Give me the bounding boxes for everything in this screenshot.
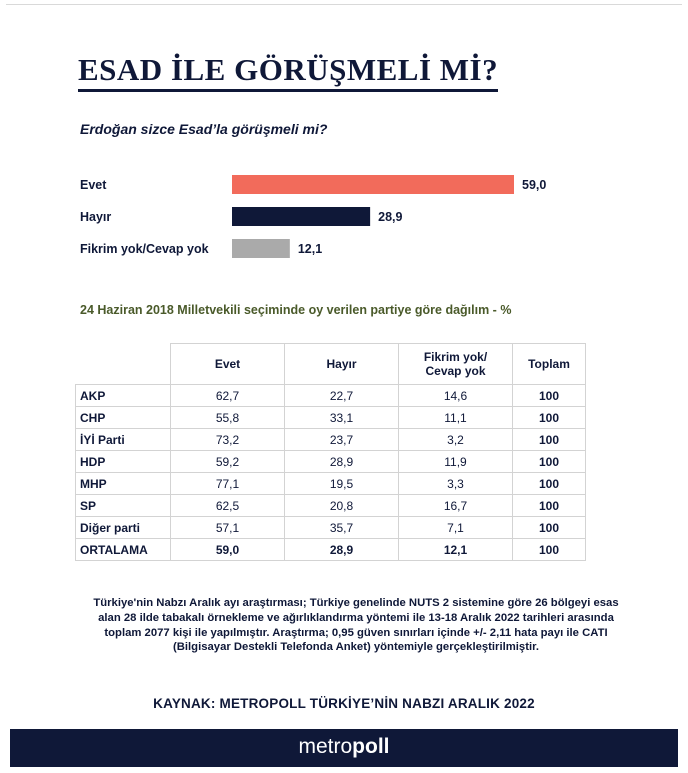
party-cell: AKP xyxy=(76,385,171,407)
table-row xyxy=(76,451,586,473)
page-title: ESAD İLE GÖRÜŞMELİ Mİ? xyxy=(78,52,498,92)
table-row xyxy=(76,495,586,517)
logo-part-poll: poll xyxy=(352,735,390,758)
bar-value-label: 28,9 xyxy=(378,210,403,224)
logo-part-metro: metro xyxy=(298,735,353,758)
evet-cell: 62,7 xyxy=(171,385,285,407)
hayir-cell: 28,9 xyxy=(285,539,399,561)
bar-category-label: Fikrim yok/Cevap yok xyxy=(80,242,209,256)
table-header-row xyxy=(76,344,586,385)
bar xyxy=(232,239,290,258)
fikrim-cell: 11,1 xyxy=(399,407,513,429)
table-row xyxy=(76,517,586,539)
toplam-cell: 100 xyxy=(513,473,586,495)
party-cell: HDP xyxy=(76,451,171,473)
table-subtitle: 24 Haziran 2018 Milletvekili seçiminde oy verilen partiye göre dağılım - % xyxy=(80,303,512,317)
header-fikrim: Fikrim yok/ Cevap yok xyxy=(399,344,513,385)
toplam-cell: 100 xyxy=(513,451,586,473)
toplam-cell: 100 xyxy=(513,385,586,407)
bar xyxy=(232,207,370,226)
bar-category-label: Evet xyxy=(80,178,107,192)
chart-question: Erdoğan sizce Esad’la görüşmeli mi? xyxy=(80,121,328,137)
hayir-cell: 35,7 xyxy=(285,517,399,539)
header-evet: Evet xyxy=(171,344,285,385)
fikrim-cell: 11,9 xyxy=(399,451,513,473)
fikrim-cell: 3,3 xyxy=(399,473,513,495)
hayir-cell: 22,7 xyxy=(285,385,399,407)
fikrim-cell: 16,7 xyxy=(399,495,513,517)
evet-cell: 62,5 xyxy=(171,495,285,517)
party-cell: ORTALAMA xyxy=(76,539,171,561)
table-corner xyxy=(76,344,171,385)
evet-cell: 55,8 xyxy=(171,407,285,429)
bar xyxy=(232,175,514,194)
table-row xyxy=(76,385,586,407)
bar-category-label: Hayır xyxy=(80,210,112,224)
bar-value-label: 59,0 xyxy=(522,178,547,192)
top-border xyxy=(6,4,682,5)
table-row xyxy=(76,473,586,495)
evet-cell: 57,1 xyxy=(171,517,285,539)
toplam-cell: 100 xyxy=(513,495,586,517)
header-hayir: Hayır xyxy=(285,344,399,385)
evet-cell: 59,2 xyxy=(171,451,285,473)
fikrim-cell: 7,1 xyxy=(399,517,513,539)
table-row xyxy=(76,539,586,561)
methodology-note: Türkiye'nin Nabzı Aralık ayı araştırması; Türkiye genelinde NUTS 2 sistemine göre 26 bölgeyi esas alan 28 ilde tabakalı örnekleme ve ağırlıklandırma yöntemi ile 13-18 Aralık 2022 tarihleri arasında toplam 2077 kişi ile yapılmıştır. Araştırma; 0,95 güven sınırları içinde +/- 2,11 hata payı ile CATI (Bilgisayar Destekli Telefonda Anket) yöntemiyle gerçekleştirilmiştir. xyxy=(93,597,619,654)
hayir-cell: 33,1 xyxy=(285,407,399,429)
hayir-cell: 28,9 xyxy=(285,451,399,473)
fikrim-cell: 14,6 xyxy=(399,385,513,407)
party-cell: CHP xyxy=(76,407,171,429)
hayir-cell: 19,5 xyxy=(285,473,399,495)
party-breakdown-table xyxy=(75,343,586,561)
hayir-cell: 23,7 xyxy=(285,429,399,451)
evet-cell: 77,1 xyxy=(171,473,285,495)
fikrim-cell: 3,2 xyxy=(399,429,513,451)
bar-value-label: 12,1 xyxy=(297,242,323,256)
fikrim-cell: 12,1 xyxy=(399,539,513,561)
source-line: KAYNAK: METROPOLL TÜRKİYE’NİN NABZI ARALIK 2022 xyxy=(153,696,535,711)
party-cell: SP xyxy=(76,495,171,517)
evet-cell: 59,0 xyxy=(171,539,285,561)
toplam-cell: 100 xyxy=(513,517,586,539)
metropoll-logo xyxy=(10,735,678,759)
table-row xyxy=(76,407,586,429)
evet-cell: 73,2 xyxy=(171,429,285,451)
party-cell: Diğer parti xyxy=(76,517,171,539)
toplam-cell: 100 xyxy=(513,429,586,451)
table-row xyxy=(76,429,586,451)
toplam-cell: 100 xyxy=(513,539,586,561)
party-cell: İYİ Parti xyxy=(76,429,171,451)
toplam-cell: 100 xyxy=(513,407,586,429)
hayir-cell: 20,8 xyxy=(285,495,399,517)
party-cell: MHP xyxy=(76,473,171,495)
footer-bar xyxy=(10,729,678,767)
bar-chart xyxy=(0,160,688,270)
header-toplam: Toplam xyxy=(513,344,586,385)
